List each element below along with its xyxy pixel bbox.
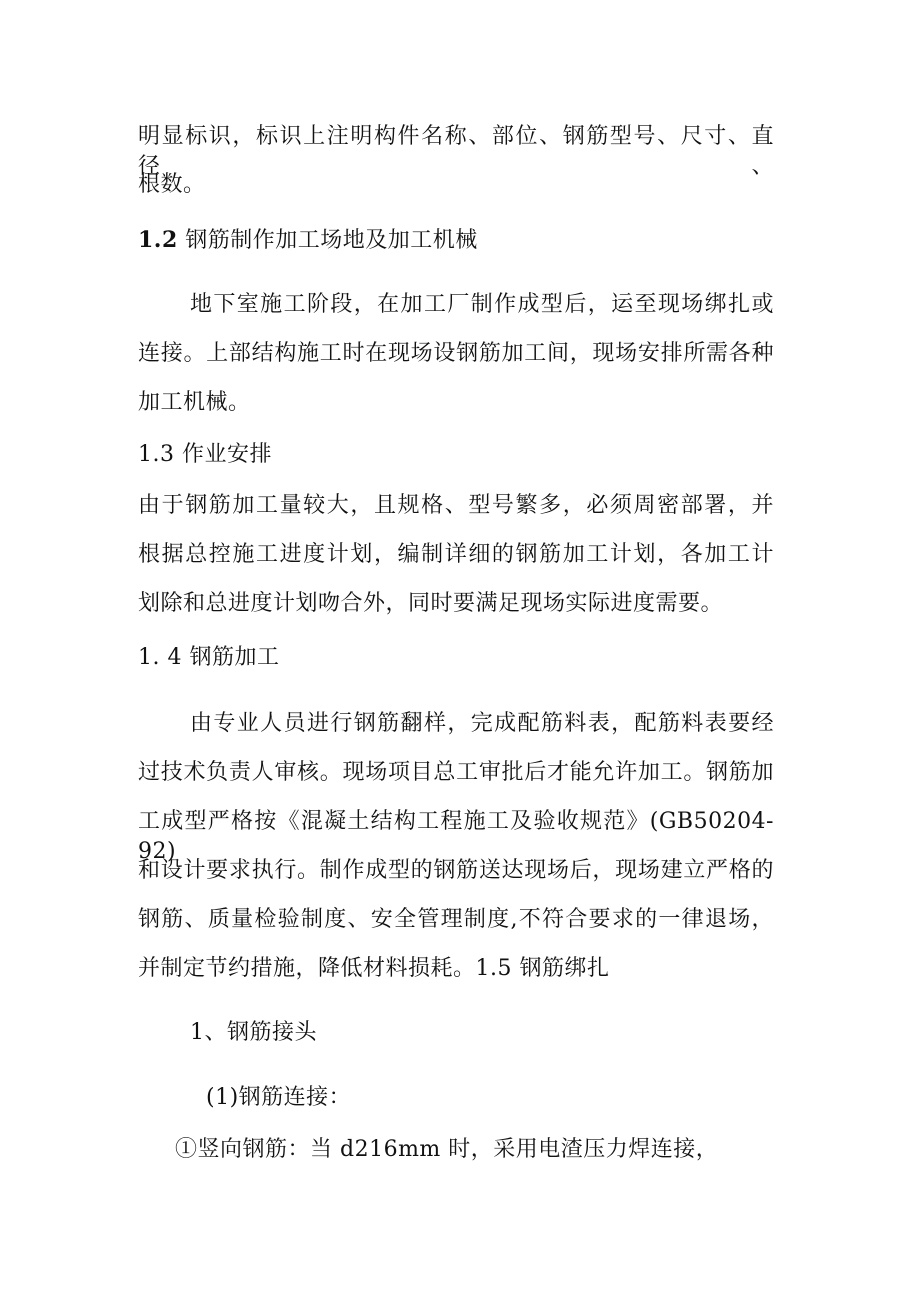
paragraph-line: 明显标识，标识上注明构件名称、部位、钢筋型号、尺寸、直径、	[138, 124, 774, 179]
paragraph-line: 根据总控施工进度计划，编制详细的钢筋加工计划，各加工计	[138, 542, 774, 567]
paragraph-line: 钢筋、质量检验制度、安全管理制度,不符合要求的一律退场，	[138, 907, 774, 932]
paragraph-line: 工成型严格按《混凝土结构工程施工及验收规范》(GB50204-92)	[138, 809, 774, 864]
list-item-1-1: (1)钢筋连接：	[206, 1085, 352, 1110]
paragraph-line: 划除和总进度计划吻合外，同时要满足现场实际进度需要。	[138, 591, 724, 616]
paragraph-line: 加工机械。	[138, 390, 251, 415]
paragraph-line: 根数。	[138, 172, 206, 197]
list-item-1: 1、钢筋接头	[190, 1020, 317, 1045]
section-title: 钢筋制作加工场地及加工机械	[185, 228, 478, 253]
paragraph-line: 并制定节约措施，降低材料损耗。1.5 钢筋绑扎	[138, 956, 610, 981]
paragraph-line: 由专业人员进行钢筋翻样，完成配筋料表，配筋料表要经	[190, 711, 774, 736]
paragraph-line: 连接。上部结构施工时在现场设钢筋加工间，现场安排所需各种	[138, 341, 774, 366]
paragraph-line: 过技术负责人审核。现场项目总工审批后才能允许加工。钢筋加	[138, 760, 774, 785]
section-number: 1.2	[138, 227, 178, 253]
section-heading-1-2	[138, 225, 478, 256]
paragraph-line: 由于钢筋加工量较大，且规格、型号繁多，必须周密部署，并	[138, 493, 774, 518]
paragraph-line: 地下室施工阶段，在加工厂制作成型后，运至现场绑扎或	[190, 292, 774, 317]
section-heading-1-3: 1.3 作业安排	[138, 442, 272, 467]
list-item-1-1-a: ①竖向钢筋：当 d216mm 时，采用电渣压力焊连接，	[175, 1137, 719, 1162]
section-heading-1-4: 1. 4 钢筋加工	[138, 645, 280, 670]
paragraph-line: 和设计要求执行。制作成型的钢筋送达现场后，现场建立严格的	[138, 858, 774, 883]
